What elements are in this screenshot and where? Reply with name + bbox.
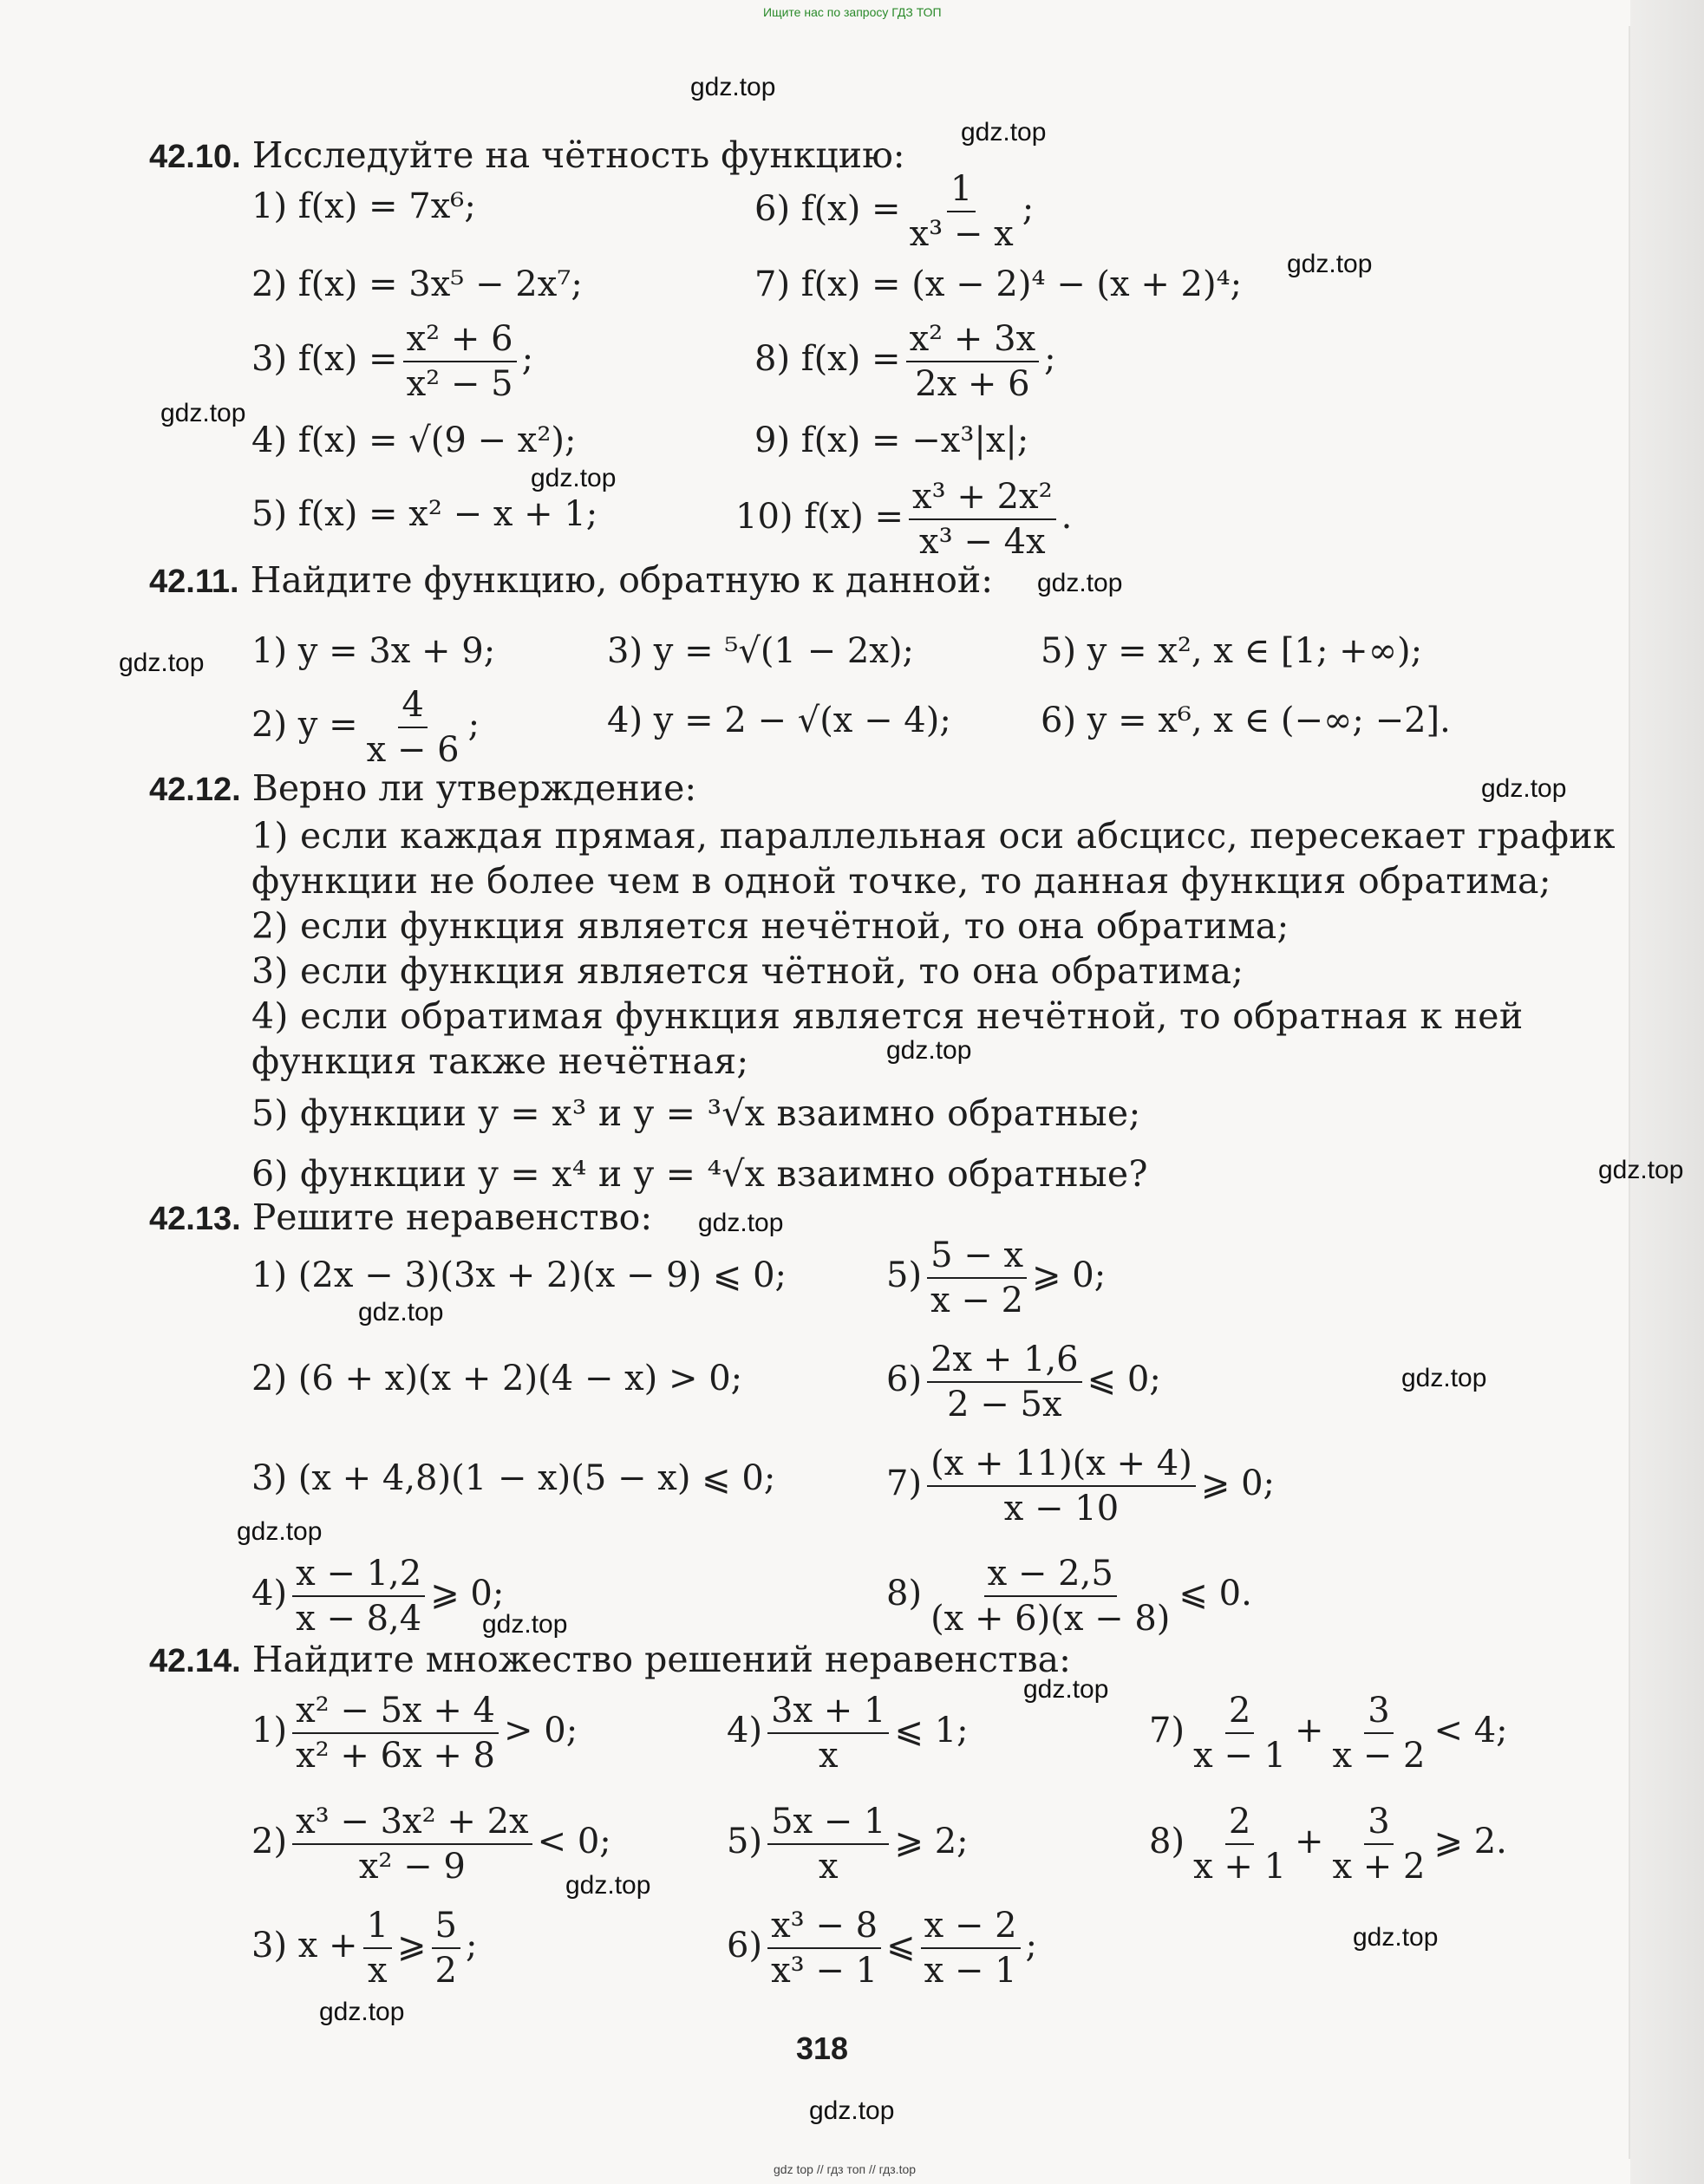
fraction: $\frac{\text{x² + 3x}}{2x + 6}$ [906, 319, 1040, 404]
fraction: $\frac{x - 2}{x - 1}$ [921, 1906, 1021, 1991]
p4212-line: 6) функции y = x⁴ и y = ⁴√x взаимно обратные? [251, 1153, 1148, 1195]
p4210-item-4: 4) f(x) = √(9 − x²); [251, 421, 577, 460]
watermark: gdz.top [1353, 1923, 1439, 1952]
p4214-item-3: 3) x + $\frac{1}{x}$ ⩾ $\frac{5}{2}$ ; [251, 1906, 478, 1991]
watermark: gdz.top [1481, 774, 1567, 803]
fraction: $\frac{5}{2}$ [432, 1906, 460, 1991]
p4213-item-5: 5) $\frac{5 - x}{x - 2}$ ⩾ 0; [886, 1235, 1107, 1320]
watermark: gdz.top [482, 1610, 568, 1639]
p4212-line: 5) функции y = x³ и y = ³√x взаимно обратные; [251, 1092, 1141, 1134]
p4213-item-3: 3) (x + 4,8)(1 − x)(5 − x) ⩽ 0; [251, 1458, 776, 1498]
exercise-title: Исследуйте на чётность функцию: [251, 134, 905, 176]
p4212-line: 1) если каждая прямая, параллельная оси абсцисс, пересекает график [251, 815, 1616, 857]
fraction: $\frac{3}{x + 2}$ [1332, 1802, 1426, 1887]
p4213-item-4: 4) $\frac{x - 1,2}{x - 8,4}$ ⩾ 0; [251, 1554, 505, 1639]
p4211-item-6: 6) y = x⁶, x ∈ (−∞; −2]. [1041, 701, 1451, 740]
fraction: $\frac{\text{x² − 5x + 4}}{\text{x² + 6x + 8}}$ [292, 1691, 499, 1776]
p4211-item-3: 3) y = ⁵√(1 − 2x); [607, 631, 914, 671]
watermark: gdz.top [1401, 1364, 1487, 1392]
fraction: $\frac{3}{x - 2}$ [1332, 1691, 1426, 1776]
p4213-item-8: 8) $\frac{x - 2,5}{(x + 6)(x - 8)}$ ⩽ 0. [886, 1554, 1252, 1639]
p4210-item-7: 7) f(x) = (x − 2)⁴ − (x + 2)⁴; [754, 264, 1243, 304]
fraction: $\frac{\text{x³ − 8}}{\text{x³ − 1}}$ [767, 1906, 881, 1991]
p4212-line: 3) если функция является чётной, то она обратима; [251, 950, 1244, 992]
fraction: $\frac{x - 2,5}{(x + 6)(x - 8)}$ [930, 1554, 1171, 1639]
watermark: gdz.top [1037, 569, 1123, 597]
p4212-line: функции не более чем в одной точке, то данная функция обратима; [251, 860, 1551, 902]
exercise-42-14-heading [149, 1639, 1071, 1680]
watermark: gdz.top [690, 73, 776, 101]
exercise-number: 42.10. [149, 139, 241, 175]
page-fold-line [1629, 26, 1630, 2159]
fraction: $\frac{\text{x³ − 3x² + 2x}}{\text{x² − 9}}$ [292, 1802, 532, 1887]
p4214-item-1: 1) $\frac{\text{x² − 5x + 4}}{\text{x² + 6x + 8}}$ > 0; [251, 1691, 578, 1776]
watermark: gdz.top [119, 649, 205, 677]
p4213-item-1: 1) (2x − 3)(3x + 2)(x − 9) ⩽ 0; [251, 1255, 787, 1295]
exercise-number: 42.11. [149, 564, 239, 600]
footer-note: gdz top // гдз топ // гдз.top [774, 2162, 917, 2176]
p4214-item-8: 8) $\frac{2}{x + 1}$ + $\frac{3}{x + 2}$ ⩾ 2. [1149, 1802, 1507, 1887]
exercise-42-12-heading [149, 767, 696, 809]
fraction: $\frac{4}{x - 6}$ [366, 685, 460, 770]
watermark: gdz.top [1287, 250, 1373, 278]
fraction: $\frac{1}{x}$ [363, 1906, 392, 1991]
fraction: $\frac{5 - x}{x - 2}$ [927, 1235, 1027, 1320]
p4210-item-3: 3) f(x) = $\frac{\text{x² + 6}}{\text{x² − 5}}$ ; [251, 319, 534, 404]
fraction: $\frac{\text{x³ + 2x²}}{\text{x³ − 4x}}$ [909, 477, 1056, 562]
exercise-number: 42.14. [149, 1643, 241, 1679]
exercise-42-11-heading [149, 559, 993, 601]
p4210-item-8: 8) f(x) = $\frac{\text{x² + 3x}}{2x + 6}$ ; [754, 319, 1056, 404]
fraction: $\frac{5x - 1}{x}$ [767, 1802, 889, 1887]
exercise-number: 42.13. [149, 1201, 241, 1237]
p4214-item-5: 5) $\frac{5x - 1}{x}$ ⩾ 2; [727, 1802, 969, 1887]
exercise-title: Найдите функцию, обратную к данной: [250, 559, 994, 601]
watermark: gdz.top [160, 399, 246, 427]
watermark: gdz.top [565, 1871, 651, 1900]
p4212-line: 4) если обратимая функция является нечётной, то обратная к ней [251, 995, 1524, 1037]
fraction: $\frac{1}{\text{x³ − x}}$ [909, 169, 1014, 254]
p4211-item-2: 2) y = $\frac{4}{x - 6}$ ; [251, 685, 480, 770]
watermark: gdz.top [1023, 1675, 1109, 1704]
p4214-item-2: 2) $\frac{\text{x³ − 3x² + 2x}}{\text{x² − 9}}$ < 0; [251, 1802, 611, 1887]
p4214-item-4: 4) $\frac{3x + 1}{x}$ ⩽ 1; [727, 1691, 969, 1776]
p4210-item-10: 10) f(x) = $\frac{\text{x³ + 2x²}}{\text{x³ − 4x}}$ . [735, 477, 1073, 562]
watermark: gdz.top [961, 118, 1047, 147]
header-note: Ищите нас по запросу ГДЗ ТОП [763, 5, 942, 19]
exercise-title: Верно ли утверждение: [251, 767, 697, 809]
exercise-title: Найдите множество решений неравенства: [251, 1639, 1071, 1680]
page-number: 318 [796, 2031, 849, 2066]
p4210-item-2: 2) f(x) = 3x⁵ − 2x⁷; [251, 264, 583, 304]
p4211-item-1: 1) y = 3x + 9; [251, 631, 496, 671]
watermark: gdz.top [531, 464, 617, 492]
watermark: gdz.top [698, 1209, 784, 1237]
fraction: $\frac{(x + 11)(x + 4)}{x - 10}$ [927, 1444, 1196, 1529]
watermark: gdz.top [886, 1036, 972, 1065]
fraction: $\frac{\text{x² + 6}}{\text{x² − 5}}$ [403, 319, 517, 404]
watermark: gdz.top [358, 1298, 444, 1327]
p4211-item-4: 4) y = 2 − √(x − 4); [607, 701, 951, 740]
watermark: gdz.top [237, 1517, 323, 1546]
p4210-item-1: 1) f(x) = 7x⁶; [251, 186, 476, 226]
fraction: $\frac{3x + 1}{x}$ [767, 1691, 889, 1776]
watermark: gdz.top [809, 2096, 895, 2125]
p4211-item-5: 5) y = x², x ∈ [1; +∞); [1041, 631, 1423, 671]
fraction: $\frac{x - 1,2}{x - 8,4}$ [292, 1554, 425, 1639]
p4213-item-7: 7) $\frac{(x + 11)(x + 4)}{x - 10}$ ⩾ 0; [886, 1444, 1275, 1529]
p4213-item-2: 2) (6 + x)(x + 2)(4 − x) > 0; [251, 1359, 743, 1398]
page-edge-shadow [1630, 0, 1704, 2184]
exercise-number: 42.12. [149, 772, 241, 808]
p4210-item-6: 6) f(x) = $\frac{1}{\text{x³ − x}}$ ; [754, 169, 1035, 254]
fraction: $\frac{2}{x + 1}$ [1193, 1802, 1287, 1887]
p4214-item-6: 6) $\frac{\text{x³ − 8}}{\text{x³ − 1}}$ ⩽ $\frac{x - 2}{x - 1}$ ; [727, 1906, 1038, 1991]
exercise-42-13-heading [149, 1196, 652, 1238]
p4212-line: функция также нечётная; [251, 1040, 749, 1082]
p4214-item-7: 7) $\frac{2}{x - 1}$ + $\frac{3}{x - 2}$ < 4; [1149, 1691, 1508, 1776]
p4212-line: 2) если функция является нечётной, то она обратима; [251, 905, 1289, 947]
exercise-title: Решите неравенство: [251, 1196, 653, 1238]
watermark: gdz.top [1598, 1156, 1684, 1184]
p4210-item-5: 5) f(x) = x² − x + 1; [251, 494, 598, 534]
fraction: $\frac{2}{x - 1}$ [1193, 1691, 1287, 1776]
p4210-item-9: 9) f(x) = −x³|x|; [754, 421, 1029, 460]
p4213-item-6: 6) $\frac{2x + 1,6}{2 - 5x}$ ⩽ 0; [886, 1340, 1161, 1424]
fraction: $\frac{2x + 1,6}{2 - 5x}$ [927, 1340, 1082, 1424]
watermark: gdz.top [319, 1998, 405, 2026]
